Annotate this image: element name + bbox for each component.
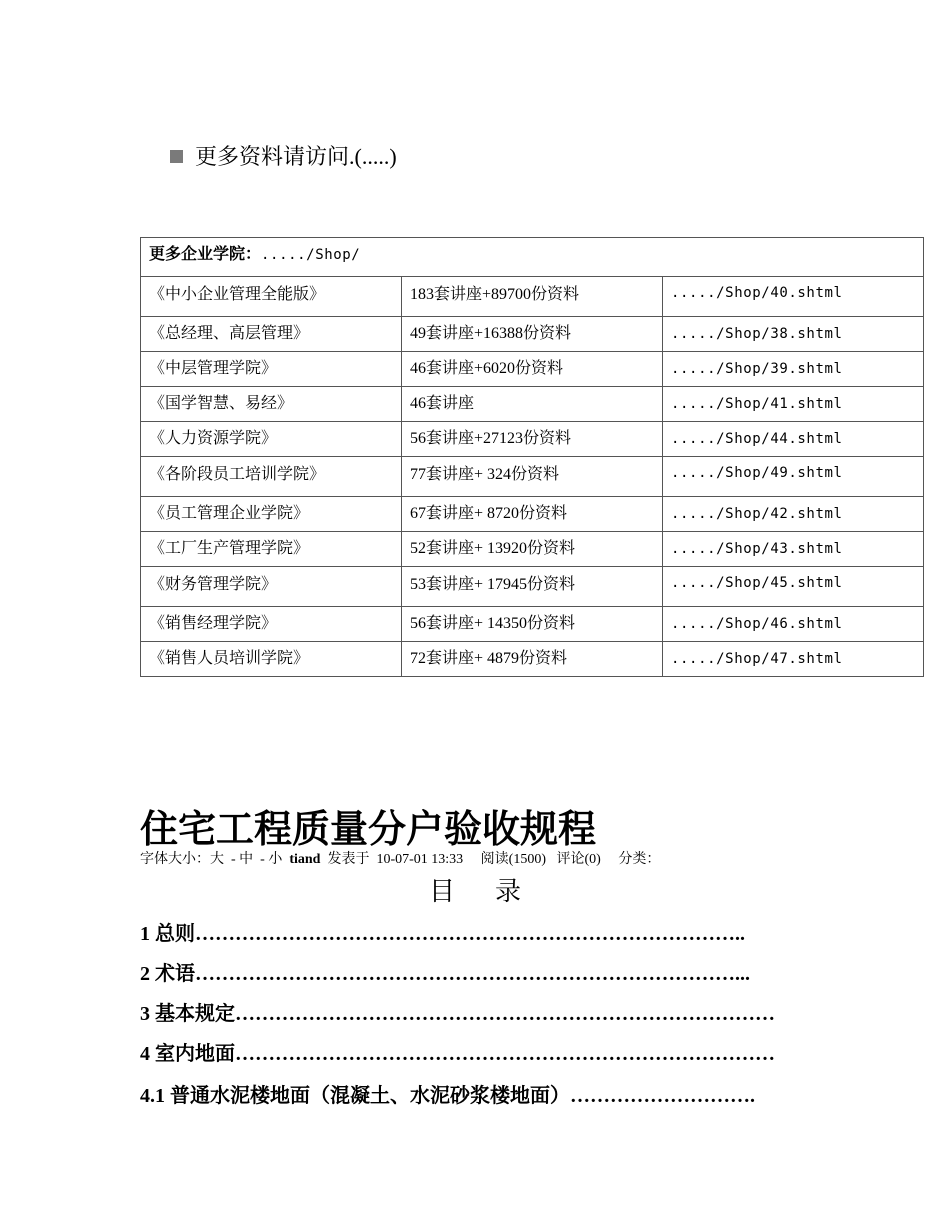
article-author[interactable]: tiand [289,852,321,867]
academy-desc: 46套讲座 [402,387,663,422]
academy-desc: 183套讲座+89700份资料 [402,277,663,317]
academy-link[interactable]: ...../Shop/41.shtml [663,387,924,422]
table-row [141,317,924,352]
article-meta [140,851,660,869]
academy-name: 《工厂生产管理学院》 [141,532,402,567]
academy-desc: 49套讲座+16388份资料 [402,317,663,352]
academy-name: 《总经理、高层管理》 [141,317,402,352]
resource-note [170,142,397,172]
article-title: 住宅工程质量分户验收规程 [140,809,597,851]
academy-link[interactable]: ...../Shop/44.shtml [663,422,924,457]
academy-link[interactable]: ...../Shop/46.shtml [663,607,924,642]
academy-desc: 67套讲座+ 8720份资料 [402,497,663,532]
academy-name: 《销售经理学院》 [141,607,402,642]
table-row [141,567,924,607]
academy-desc: 77套讲座+ 324份资料 [402,457,663,497]
table-row [141,277,924,317]
academy-link[interactable]: ...../Shop/42.shtml [663,497,924,532]
table-row [141,457,924,497]
academy-link[interactable]: ...../Shop/43.shtml [663,532,924,567]
shop-table-header-row [141,238,924,277]
toc-item[interactable]: 4 室内地面……………………………………………………………………… [140,1043,775,1065]
resource-note-text: 更多资料请访问.(.....) [195,144,397,169]
academy-desc: 56套讲座+27123份资料 [402,422,663,457]
academy-desc: 56套讲座+ 14350份资料 [402,607,663,642]
academy-name: 《财务管理学院》 [141,567,402,607]
academy-link[interactable]: ...../Shop/47.shtml [663,642,924,677]
academy-link[interactable]: ...../Shop/45.shtml [663,567,924,607]
academy-name: 《中小企业管理全能版》 [141,277,402,317]
toc-heading: 目录 [428,877,561,906]
table-row [141,532,924,567]
academy-name: 《销售人员培训学院》 [141,642,402,677]
table-row [141,607,924,642]
shop-header-link[interactable]: ...../Shop/ [261,247,361,263]
academy-desc: 52套讲座+ 13920份资料 [402,532,663,567]
academy-desc: 46套讲座+6020份资料 [402,352,663,387]
academy-desc: 72套讲座+ 4879份资料 [402,642,663,677]
toc-item[interactable]: 1 总则……………………………………………………………………….. [140,923,745,945]
academy-link[interactable]: ...../Shop/38.shtml [663,317,924,352]
academy-name: 《各阶段员工培训学院》 [141,457,402,497]
shop-table [140,237,924,677]
shop-header-label: 更多企业学院： [149,246,262,263]
toc-item[interactable]: 4.1 普通水泥楼地面（混凝土、水泥砂浆楼地面）………………………. [140,1085,755,1107]
academy-link[interactable]: ...../Shop/40.shtml [663,277,924,317]
table-row [141,422,924,457]
academy-name: 《员工管理企业学院》 [141,497,402,532]
table-row [141,387,924,422]
academy-link[interactable]: ...../Shop/39.shtml [663,352,924,387]
academy-name: 《人力资源学院》 [141,422,402,457]
table-row [141,352,924,387]
academy-desc: 53套讲座+ 17945份资料 [402,567,663,607]
academy-link[interactable]: ...../Shop/49.shtml [663,457,924,497]
toc-item[interactable]: 3 基本规定……………………………………………………………………… [140,1003,775,1025]
academy-name: 《国学智慧、易经》 [141,387,402,422]
academy-name: 《中层管理学院》 [141,352,402,387]
bullet-square-icon [170,150,183,163]
font-size-controls[interactable]: 字体大小：大 - 中 - 小 [140,852,290,867]
article-stats: 发表于 10-07-01 13:33 阅读(1500) 评论(0) 分类： [320,852,661,867]
toc-item[interactable]: 2 术语………………………………………………………………………... [140,963,750,985]
shop-table-header [141,238,924,277]
table-row [141,497,924,532]
table-row [141,642,924,677]
